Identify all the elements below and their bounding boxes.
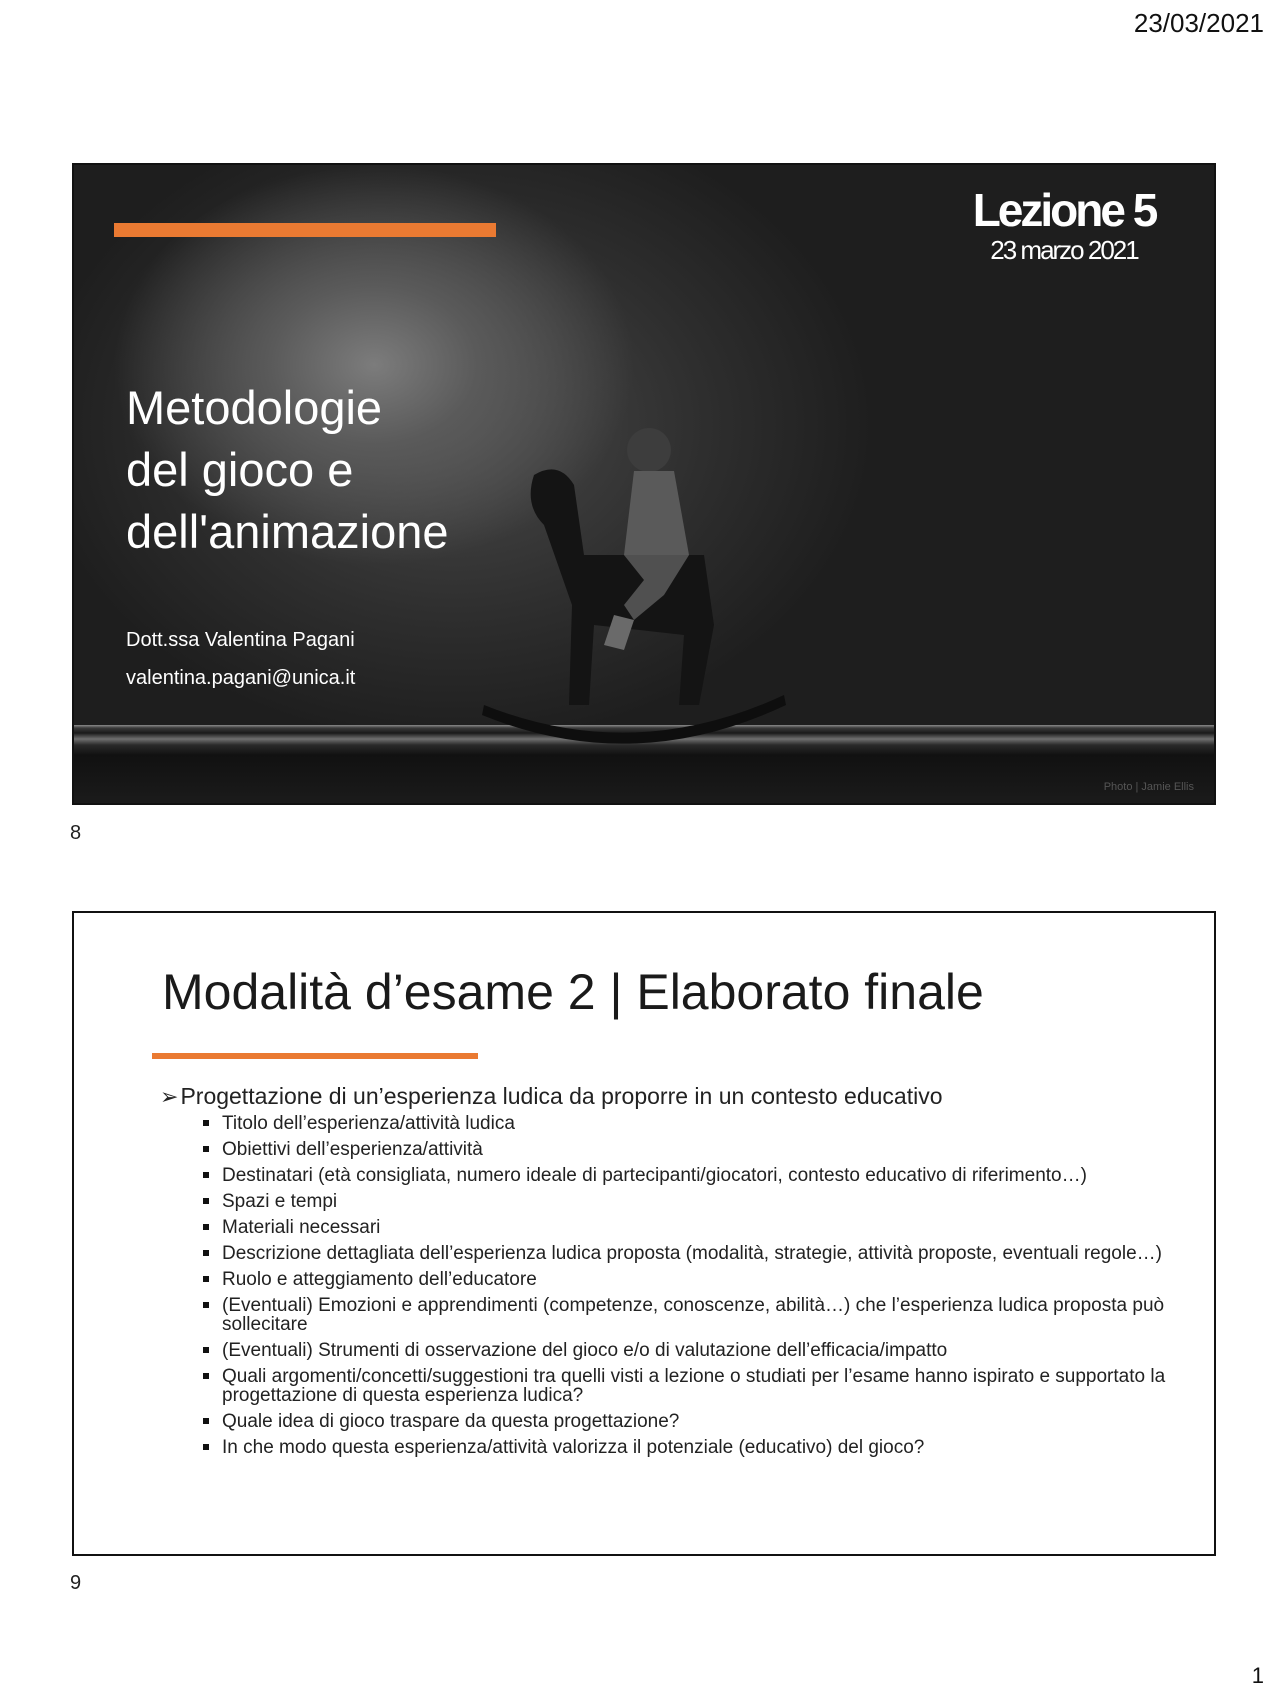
lead-text: Progettazione di un’esperienza ludica da proporre in un contesto educativo — [180, 1083, 943, 1109]
course-title — [126, 377, 546, 563]
course-title-line: Metodologie — [126, 381, 383, 434]
course-title-line: del gioco e — [126, 443, 354, 496]
author-email: valentina.pagani@unica.it — [126, 667, 356, 689]
bullet-item: Destinatari (età consigliata, numero ideale di partecipanti/giocatori, contesto educativo di riferimento…) — [203, 1166, 1190, 1185]
bullet-item: (Eventuali) Emozioni e apprendimenti (competenze, conoscenze, abilità…) che l’esperienza ludica proposta può sollecitare — [203, 1296, 1190, 1334]
course-title-line: dell'animazione — [126, 505, 449, 558]
author-block — [126, 621, 355, 697]
slide-number: 9 — [70, 1572, 82, 1594]
bullet-item: Spazi e tempi — [203, 1192, 1190, 1211]
author-name: Dott.ssa Valentina Pagani — [126, 629, 355, 651]
slide-exam-mode — [72, 911, 1216, 1556]
accent-bar — [152, 1053, 478, 1059]
accent-bar — [114, 223, 496, 237]
arrow-bullet-icon: ➢ — [160, 1084, 179, 1109]
lesson-badge — [964, 185, 1164, 265]
lesson-date: 23 marzo 2021 — [990, 235, 1138, 265]
bullet-item: Quali argomenti/concetti/suggestioni tra quelli visti a lezione o studiati per l’esame hanno ispirato e supportato la progettazione di questa esperienza ludica? — [203, 1367, 1190, 1405]
bullet-item: Ruolo e atteggiamento dell’educatore — [203, 1270, 1190, 1289]
photo-credit: Photo | Jamie Ellis — [1103, 781, 1194, 793]
slide-title: Modalità d’esame 2 | Elaborato finale — [162, 964, 984, 1020]
bullet-item: (Eventuali) Strumenti di osservazione del gioco e/o di valutazione dell’efficacia/impatto — [203, 1341, 1190, 1360]
bullet-list — [160, 1114, 1190, 1457]
bullet-item: In che modo questa esperienza/attività valorizza il potenziale (educativo) del gioco? — [203, 1438, 1190, 1457]
bullet-item: Obiettivi dell’esperienza/attività — [203, 1140, 1190, 1159]
slide-body — [160, 1083, 1190, 1464]
bullet-item: Materiali necessari — [203, 1218, 1190, 1237]
slide-number: 8 — [70, 822, 82, 844]
bullet-item: Descrizione dettagliata dell’esperienza ludica proposta (modalità, strategie, attività proposte, eventuali regole…) — [203, 1244, 1190, 1263]
page-date: 23/03/2021 — [1133, 8, 1264, 38]
lead-item — [160, 1083, 1190, 1110]
slide-title-lezione — [72, 163, 1216, 805]
bullet-item: Quale idea di gioco traspare da questa progettazione? — [203, 1412, 1190, 1431]
lesson-number: Lezione 5 — [972, 184, 1156, 236]
page-number: 1 — [1251, 1663, 1264, 1688]
bullet-item: Titolo dell’esperienza/attività ludica — [203, 1114, 1190, 1133]
